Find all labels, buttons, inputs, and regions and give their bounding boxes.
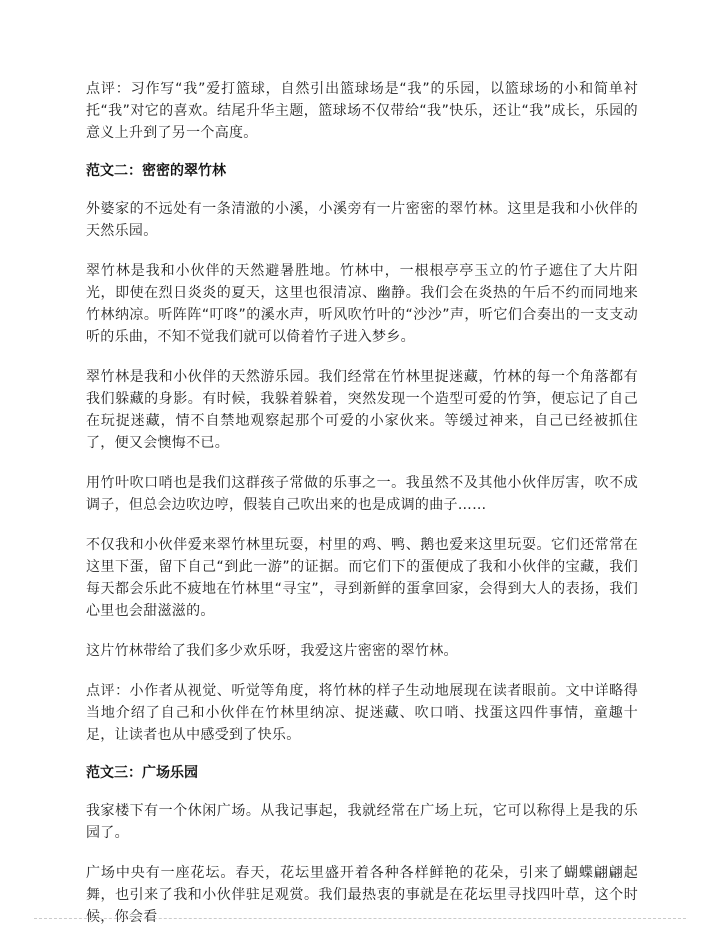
section-2-paragraph-4: 用竹叶吹口哨也是我们这群孩子常做的乐事之一。我虽然不及其他小伙伴厉害，吹不成调子，但总会边吹边哼，假装自己吹出来的也是成调的曲子…… <box>86 475 638 513</box>
section-2-heading: 范文二：密密的翠竹林 <box>86 163 226 179</box>
section-3-heading: 范文三：广场乐园 <box>86 765 198 781</box>
page-bottom-divider <box>34 918 686 919</box>
section-2-paragraph-5: 不仅我和小伙伴爱来翠竹林里玩耍，村里的鸡、鸭、鹅也爱来这里玩耍。它们还常常在这里下蛋，留下自己“到此一游”的证据。而它们下的蛋便成了我和小伙伴的宝藏，我们每天都会乐此不疲地在竹林里“寻宝”，寻到新鲜的蛋拿回家，会得到大人的表扬，我们心里也会甜滋滋的。 <box>86 537 638 619</box>
section-2-comment: 点评：小作者从视觉、听觉等角度，将竹林的样子生动地展现在读者眼前。文中详略得当地介绍了自己和小伙伴在竹林里纳凉、捉迷藏、吹口哨、找蛋这四件事情，童趣十足，让读者也从中感受到了快乐。 <box>86 683 638 743</box>
section-2-paragraph-2: 翠竹林是我和小伙伴的天然避暑胜地。竹林中，一根根亭亭玉立的竹子遮住了大片阳光，即使在烈日炎炎的夏天，这里也很清凉、幽静。我们会在炎热的午后不约而同地来竹林纳凉。听阵阵“叮咚”的溪水声，听风吹竹叶的“沙沙”声，听它们合奏出的一支支动听的乐曲，不知不觉我们就可以倚着竹子进入梦乡。 <box>86 263 638 345</box>
section-2-paragraph-6: 这片竹林带给了我们多少欢乐呀，我爱这片密密的翠竹林。 <box>86 643 458 659</box>
section-2-paragraph-3: 翠竹林是我和小伙伴的天然游乐园。我们经常在竹林里捉迷藏，竹林的每一个角落都有我们躲藏的身影。有时候，我躲着躲着，突然发现一个造型可爱的竹笋，便忘记了自己在玩捉迷藏，情不自禁地观察起那个可爱的小家伙来。等缓过神来，自己已经被抓住了，便又会懊悔不已。 <box>86 369 638 451</box>
section-2-paragraph-1: 外婆家的不远处有一条清澈的小溪，小溪旁有一片密密的翠竹林。这里是我和小伙伴的天然乐园。 <box>86 201 638 239</box>
section-3-paragraph-1: 我家楼下有一个休闲广场。从我记事起，我就经常在广场上玩，它可以称得上是我的乐园了。 <box>86 803 638 841</box>
document-body <box>86 78 638 928</box>
comment-paragraph-1: 点评：习作写“我”爱打篮球，自然引出篮球场是“我”的乐园，以篮球场的小和简单衬托“我”对它的喜欢。结尾升华主题，篮球场不仅带给“我”快乐，还让“我”成长，乐园的意义上升到了另一个高度。 <box>86 81 638 141</box>
section-3-paragraph-2: 广场中央有一座花坛。春天，花坛里盛开着各种各样鲜艳的花朵，引来了蝴蝶翩翩起舞，也引来了我和小伙伴驻足观赏。我们最热衷的事就是在花坛里寻找四叶草，这个时候，你会看 <box>86 865 638 925</box>
